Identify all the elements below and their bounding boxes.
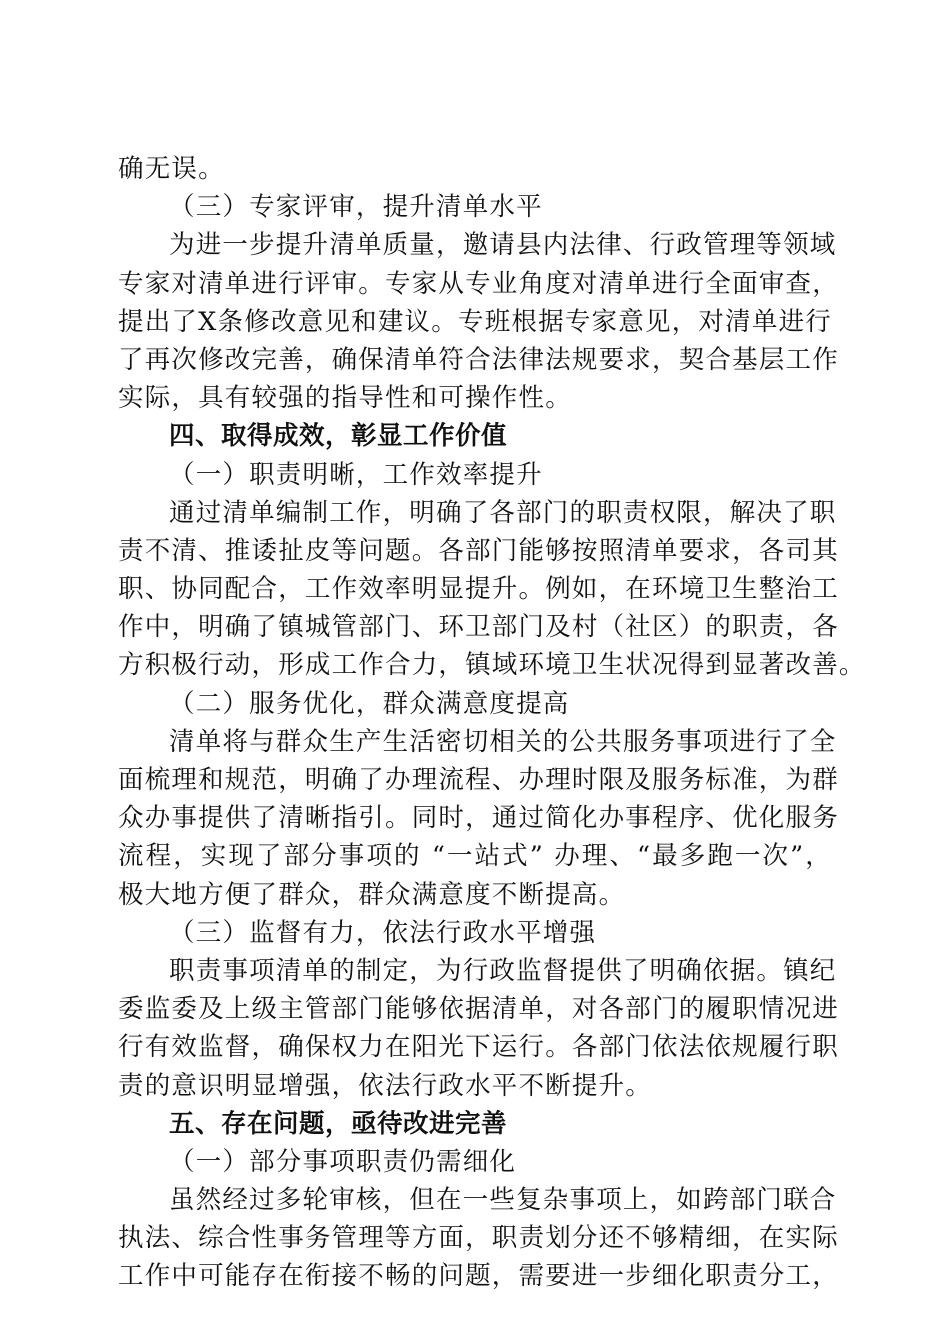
subsection-heading: （一）部分事项职责仍需细化 bbox=[169, 1146, 517, 1177]
subsection-heading: （三）专家评审，提升清单水平 bbox=[169, 192, 543, 223]
paragraph-line: 清单将与群众生产生活密切相关的公共服务事项进行了全 bbox=[169, 726, 837, 757]
paragraph-line: 通过清单编制工作，明确了各部门的职责权限，解决了职 bbox=[169, 497, 837, 528]
paragraph-line: 极大地方便了群众，群众满意度不断提高。 bbox=[118, 879, 626, 910]
paragraph-line: 专家对清单进行评审。专家从专业角度对清单进行全面审查， bbox=[118, 268, 839, 299]
paragraph-line: 众办事提供了清晰指引。同时，通过简化办事程序、优化服务 bbox=[118, 803, 839, 834]
paragraph-line: 面梳理和规范，明确了办理流程、办理时限及服务标准，为群 bbox=[118, 765, 839, 795]
paragraph-line: 虽然经过多轮审核，但在一些复杂事项上，如跨部门联合 bbox=[169, 1185, 837, 1216]
section-heading: 五、存在问题，亟待改进完善 bbox=[169, 1108, 508, 1139]
paragraph-line: 方积极行动，形成工作合力，镇域环境卫生状况得到显著改善。 bbox=[118, 650, 866, 681]
paragraph-line: 确无误。 bbox=[118, 154, 225, 184]
paragraph-line: 为进一步提升清单质量，邀请县内法律、行政管理等领域 bbox=[169, 230, 837, 261]
paragraph-line: 作中，明确了镇城管部门、环卫部门及村（社区）的职责，各 bbox=[118, 612, 839, 643]
subsection-heading: （二）服务优化，群众满意度提高 bbox=[169, 688, 570, 719]
document-body bbox=[118, 150, 866, 1296]
paragraph-line: 责不清、推诿扯皮等问题。各部门能够按照清单要求，各司其 bbox=[118, 535, 839, 566]
section-heading: 四、取得成效，彰显工作价值 bbox=[169, 421, 508, 452]
paragraph-line: 工作中可能存在衔接不畅的问题，需要进一步细化职责分工， bbox=[118, 1261, 839, 1292]
paragraph-line: 了再次修改完善，确保清单符合法律法规要求，契合基层工作 bbox=[118, 344, 839, 375]
paragraph-line: 委监委及上级主管部门能够依据清单，对各部门的履职情况进 bbox=[118, 994, 839, 1025]
paragraph-line: 职责事项清单的制定，为行政监督提供了明确依据。镇纪 bbox=[169, 955, 837, 986]
paragraph-line: 实际，具有较强的指导性和可操作性。 bbox=[118, 383, 572, 414]
subsection-heading: （一）职责明晰，工作效率提升 bbox=[169, 459, 543, 490]
paragraph-line: 执法、综合性事务管理等方面，职责划分还不够精细，在实际 bbox=[118, 1223, 839, 1254]
paragraph-line: 流程，实现了部分事项的 “一站式” 办理、“最多跑一次”， bbox=[118, 841, 832, 872]
paragraph-line: 责的意识明显增强，依法行政水平不断提升。 bbox=[118, 1070, 653, 1101]
paragraph-line: 提出了X条修改意见和建议。专班根据专家意见，对清单进行 bbox=[118, 306, 832, 337]
subsection-heading: （三）监督有力，依法行政水平增强 bbox=[169, 917, 597, 948]
paragraph-line: 行有效监督，确保权力在阳光下运行。各部门依法依规履行职 bbox=[118, 1032, 839, 1063]
paragraph-line: 职、协同配合，工作效率明显提升。例如，在环境卫生整治工 bbox=[118, 574, 839, 605]
